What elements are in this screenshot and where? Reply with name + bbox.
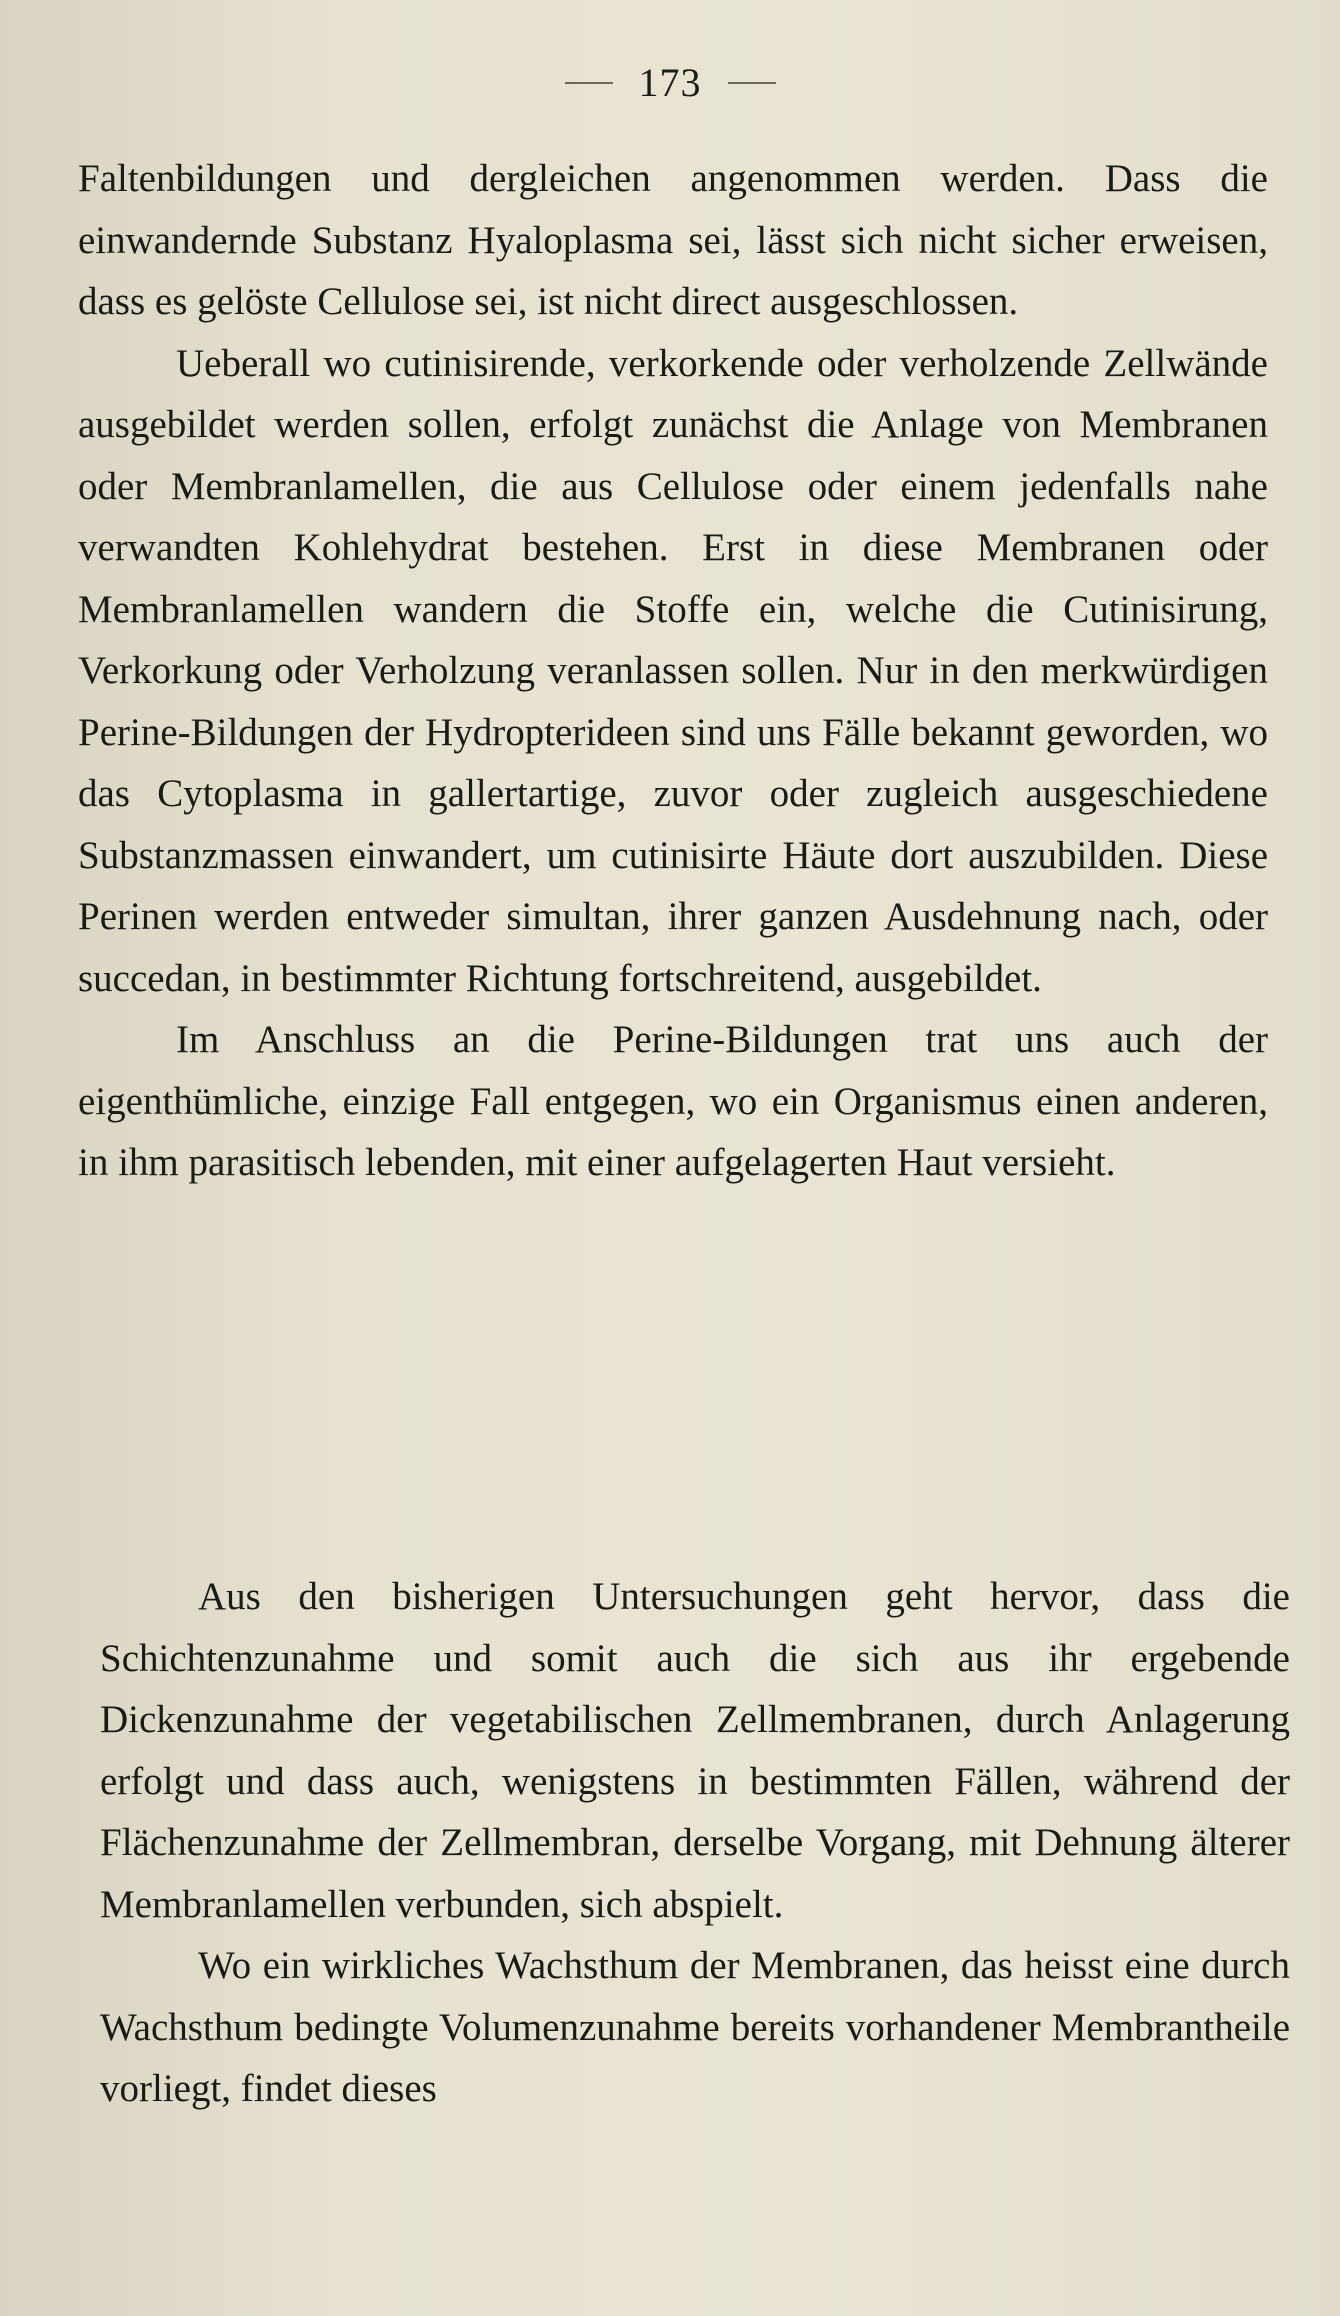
header-dash-right bbox=[728, 82, 776, 84]
text-block-upper bbox=[78, 148, 1268, 1194]
text-block-lower bbox=[100, 1566, 1290, 2120]
paragraph-5: Wo ein wirkliches Wachsthum der Membranen, das heisst eine durch Wachsthum bedingte Volumenzunahme bereits vorhandener Membrantheile vorliegt, findet dieses bbox=[100, 1944, 1290, 2110]
paragraph-3: Im Anschluss an die Perine-Bildungen trat uns auch der eigenthümliche, einzige Fall entgegen, wo ein Organismus einen anderen, in ihm parasitisch lebenden, mit einer aufgelagerten Haut versieht. bbox=[78, 1018, 1268, 1184]
paragraph-4: Aus den bisherigen Untersuchungen geht hervor, dass die Schichtenzunahme und somit auch die sich aus ihr ergebende Dickenzunahme der vegetabilischen Zellmembranen, durch Anlagerung erfolgt und dass auch, wenigstens in bestimmten Fällen, während der Flächenzunahme der Zellmembran, derselbe Vorgang, mit Dehnung älterer Membranlamellen verbunden, sich abspielt. bbox=[100, 1575, 1290, 1926]
page-number: 173 bbox=[638, 60, 702, 106]
page-header bbox=[0, 55, 1340, 106]
header-dash-left bbox=[565, 82, 613, 84]
paragraph-1: Faltenbildungen und dergleichen angenommen werden. Dass die einwandernde Substanz Hyaloplasma sei, lässt sich nicht sicher erweisen, dass es gelöste Cellulose sei, ist nicht direct ausgeschlossen. bbox=[78, 157, 1268, 323]
paragraph-2: Ueberall wo cutinisirende, verkorkende oder verholzende Zellwände ausgebildet werden sollen, erfolgt zunächst die Anlage von Membranen oder Membranlamellen, die aus Cellulose oder einem jedenfalls nahe verwandten Kohlehydrat bestehen. Erst in diese Membranen oder Membranlamellen wandern die Stoffe ein, welche die Cutinisirung, Verkorkung oder Verholzung veranlassen sollen. Nur in den merkwürdigen Perine-Bildungen der Hydropterideen sind uns Fälle bekannt geworden, wo das Cytoplasma in gallertartige, zuvor oder zugleich ausgeschiedene Substanzmassen einwandert, um cutinisirte Häute dort auszubilden. Diese Perinen werden entweder simultan, ihrer ganzen Ausdehnung nach, oder succedan, in bestimmter Richtung fortschreitend, ausgebildet. bbox=[78, 341, 1268, 1000]
